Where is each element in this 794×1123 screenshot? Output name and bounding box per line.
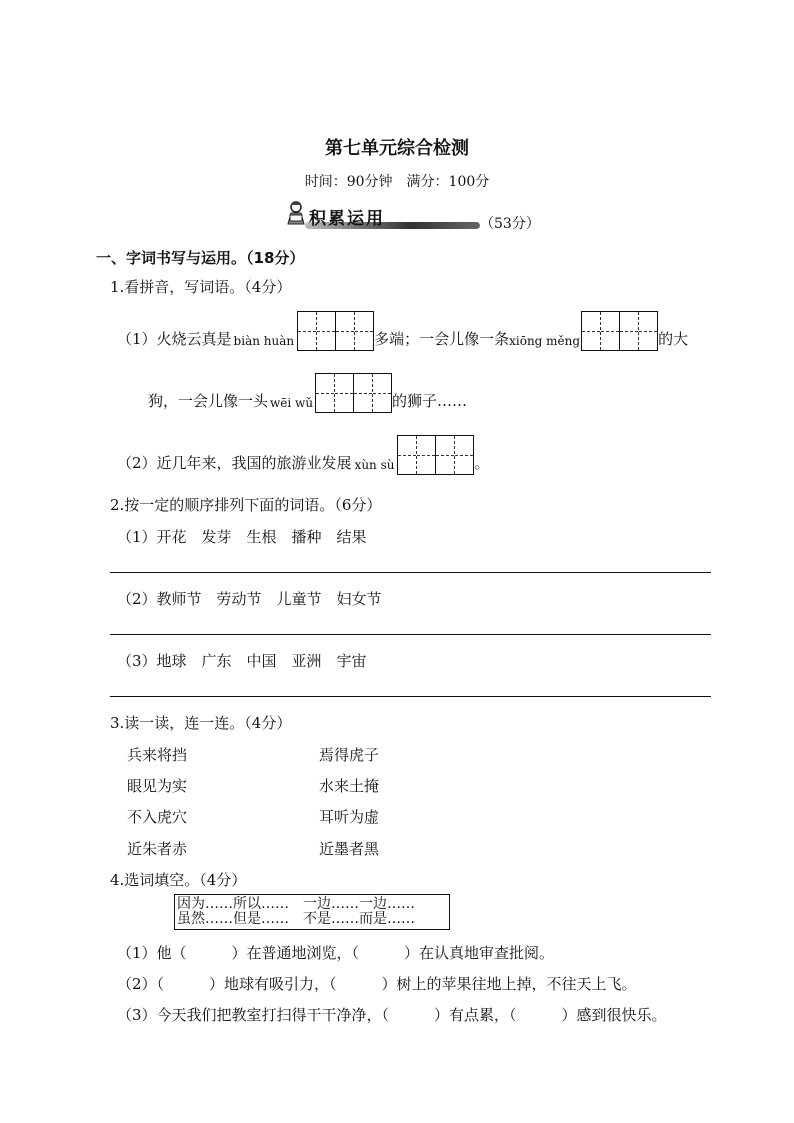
q1-pinyin-3: wēi wǔ bbox=[270, 396, 314, 410]
answer-grid-1[interactable] bbox=[297, 311, 374, 351]
q1-item2-text-a: （2）近几年来，我国的旅游业发展 bbox=[117, 454, 352, 472]
q1-item1-line2 bbox=[148, 371, 467, 413]
q3-right-1[interactable]: 焉得虎子 bbox=[319, 746, 380, 764]
word-choice-box bbox=[174, 894, 450, 930]
q3-left-4[interactable]: 近朱者赤 bbox=[127, 840, 188, 858]
q2-title: 2.按一定的顺序排列下面的词语。（6分） bbox=[110, 496, 382, 514]
q4-title: 4.选词填空。（4分） bbox=[110, 871, 247, 889]
q1-item1-line bbox=[117, 309, 688, 351]
q1-item1-text-e: 的狮子…… bbox=[392, 392, 468, 410]
answer-line-2[interactable] bbox=[110, 634, 711, 635]
q3-right-4[interactable]: 近墨者黑 bbox=[319, 840, 380, 858]
q3-right-2[interactable]: 水来土掩 bbox=[319, 777, 380, 795]
q4-item3: （3）今天我们把教室打扫得干干净净，（ ）有点累，（ ）感到很快乐。 bbox=[117, 1006, 667, 1024]
q3-left-2[interactable]: 眼见为实 bbox=[127, 777, 188, 795]
q3-left-3[interactable]: 不入虎穴 bbox=[127, 808, 188, 826]
q1-item2-text-b: 。 bbox=[474, 454, 490, 472]
answer-line-3[interactable] bbox=[110, 696, 711, 697]
q1-pinyin-2: xiōng měng bbox=[509, 334, 581, 348]
q4-item1: （1）他（ ）在普通地浏览，（ ）在认真地审查批阅。 bbox=[117, 944, 555, 962]
q3-left-1[interactable]: 兵来将挡 bbox=[127, 746, 188, 764]
q3-title: 3.读一读，连一连。（4分） bbox=[110, 714, 292, 732]
q1-item1-text-d: 狗，一会儿像一头 bbox=[148, 392, 269, 410]
section-score: （53分） bbox=[480, 216, 540, 232]
q1-item1-text-c: 的大 bbox=[658, 330, 689, 348]
q1-pinyin-1: biàn huàn bbox=[233, 334, 295, 348]
answer-line-1[interactable] bbox=[110, 572, 711, 573]
word-choice-row-2: 虽然……但是…… 不是……而是…… bbox=[177, 911, 415, 927]
answer-grid-3[interactable] bbox=[315, 373, 392, 413]
q2-item2: （2）教师节 劳动节 儿童节 妇女节 bbox=[117, 590, 382, 608]
q1-pinyin-4: xùn sù bbox=[354, 458, 395, 472]
answer-grid-4[interactable] bbox=[397, 435, 474, 475]
word-choice-row-1: 因为……所以…… 一边……一边…… bbox=[177, 896, 415, 912]
q3-right-3[interactable]: 耳听为虚 bbox=[319, 808, 380, 826]
answer-grid-2[interactable] bbox=[581, 311, 658, 351]
section-banner-title: 积累运用 bbox=[309, 209, 385, 229]
q2-item3: （3）地球 广东 中国 亚洲 宇宙 bbox=[117, 652, 367, 670]
q4-item2: （2）（ ）地球有吸引力，（ ）树上的苹果往地上掉，不往天上飞。 bbox=[117, 975, 637, 993]
page-title: 第七单元综合检测 bbox=[325, 138, 469, 159]
q1-item1-text-a: （1）火烧云真是 bbox=[117, 330, 232, 348]
exam-info: 时间：90分钟 满分：100分 bbox=[304, 174, 490, 190]
q1-item1-text-b: 多端；一会儿像一条 bbox=[374, 330, 510, 348]
q1-item2-line bbox=[117, 433, 490, 475]
part1-heading: 一、字词书写与运用。（18分） bbox=[96, 249, 305, 267]
q1-title: 1.看拼音，写词语。（4分） bbox=[110, 278, 292, 296]
q2-item1: （1）开花 发芽 生根 播种 结果 bbox=[117, 528, 367, 546]
